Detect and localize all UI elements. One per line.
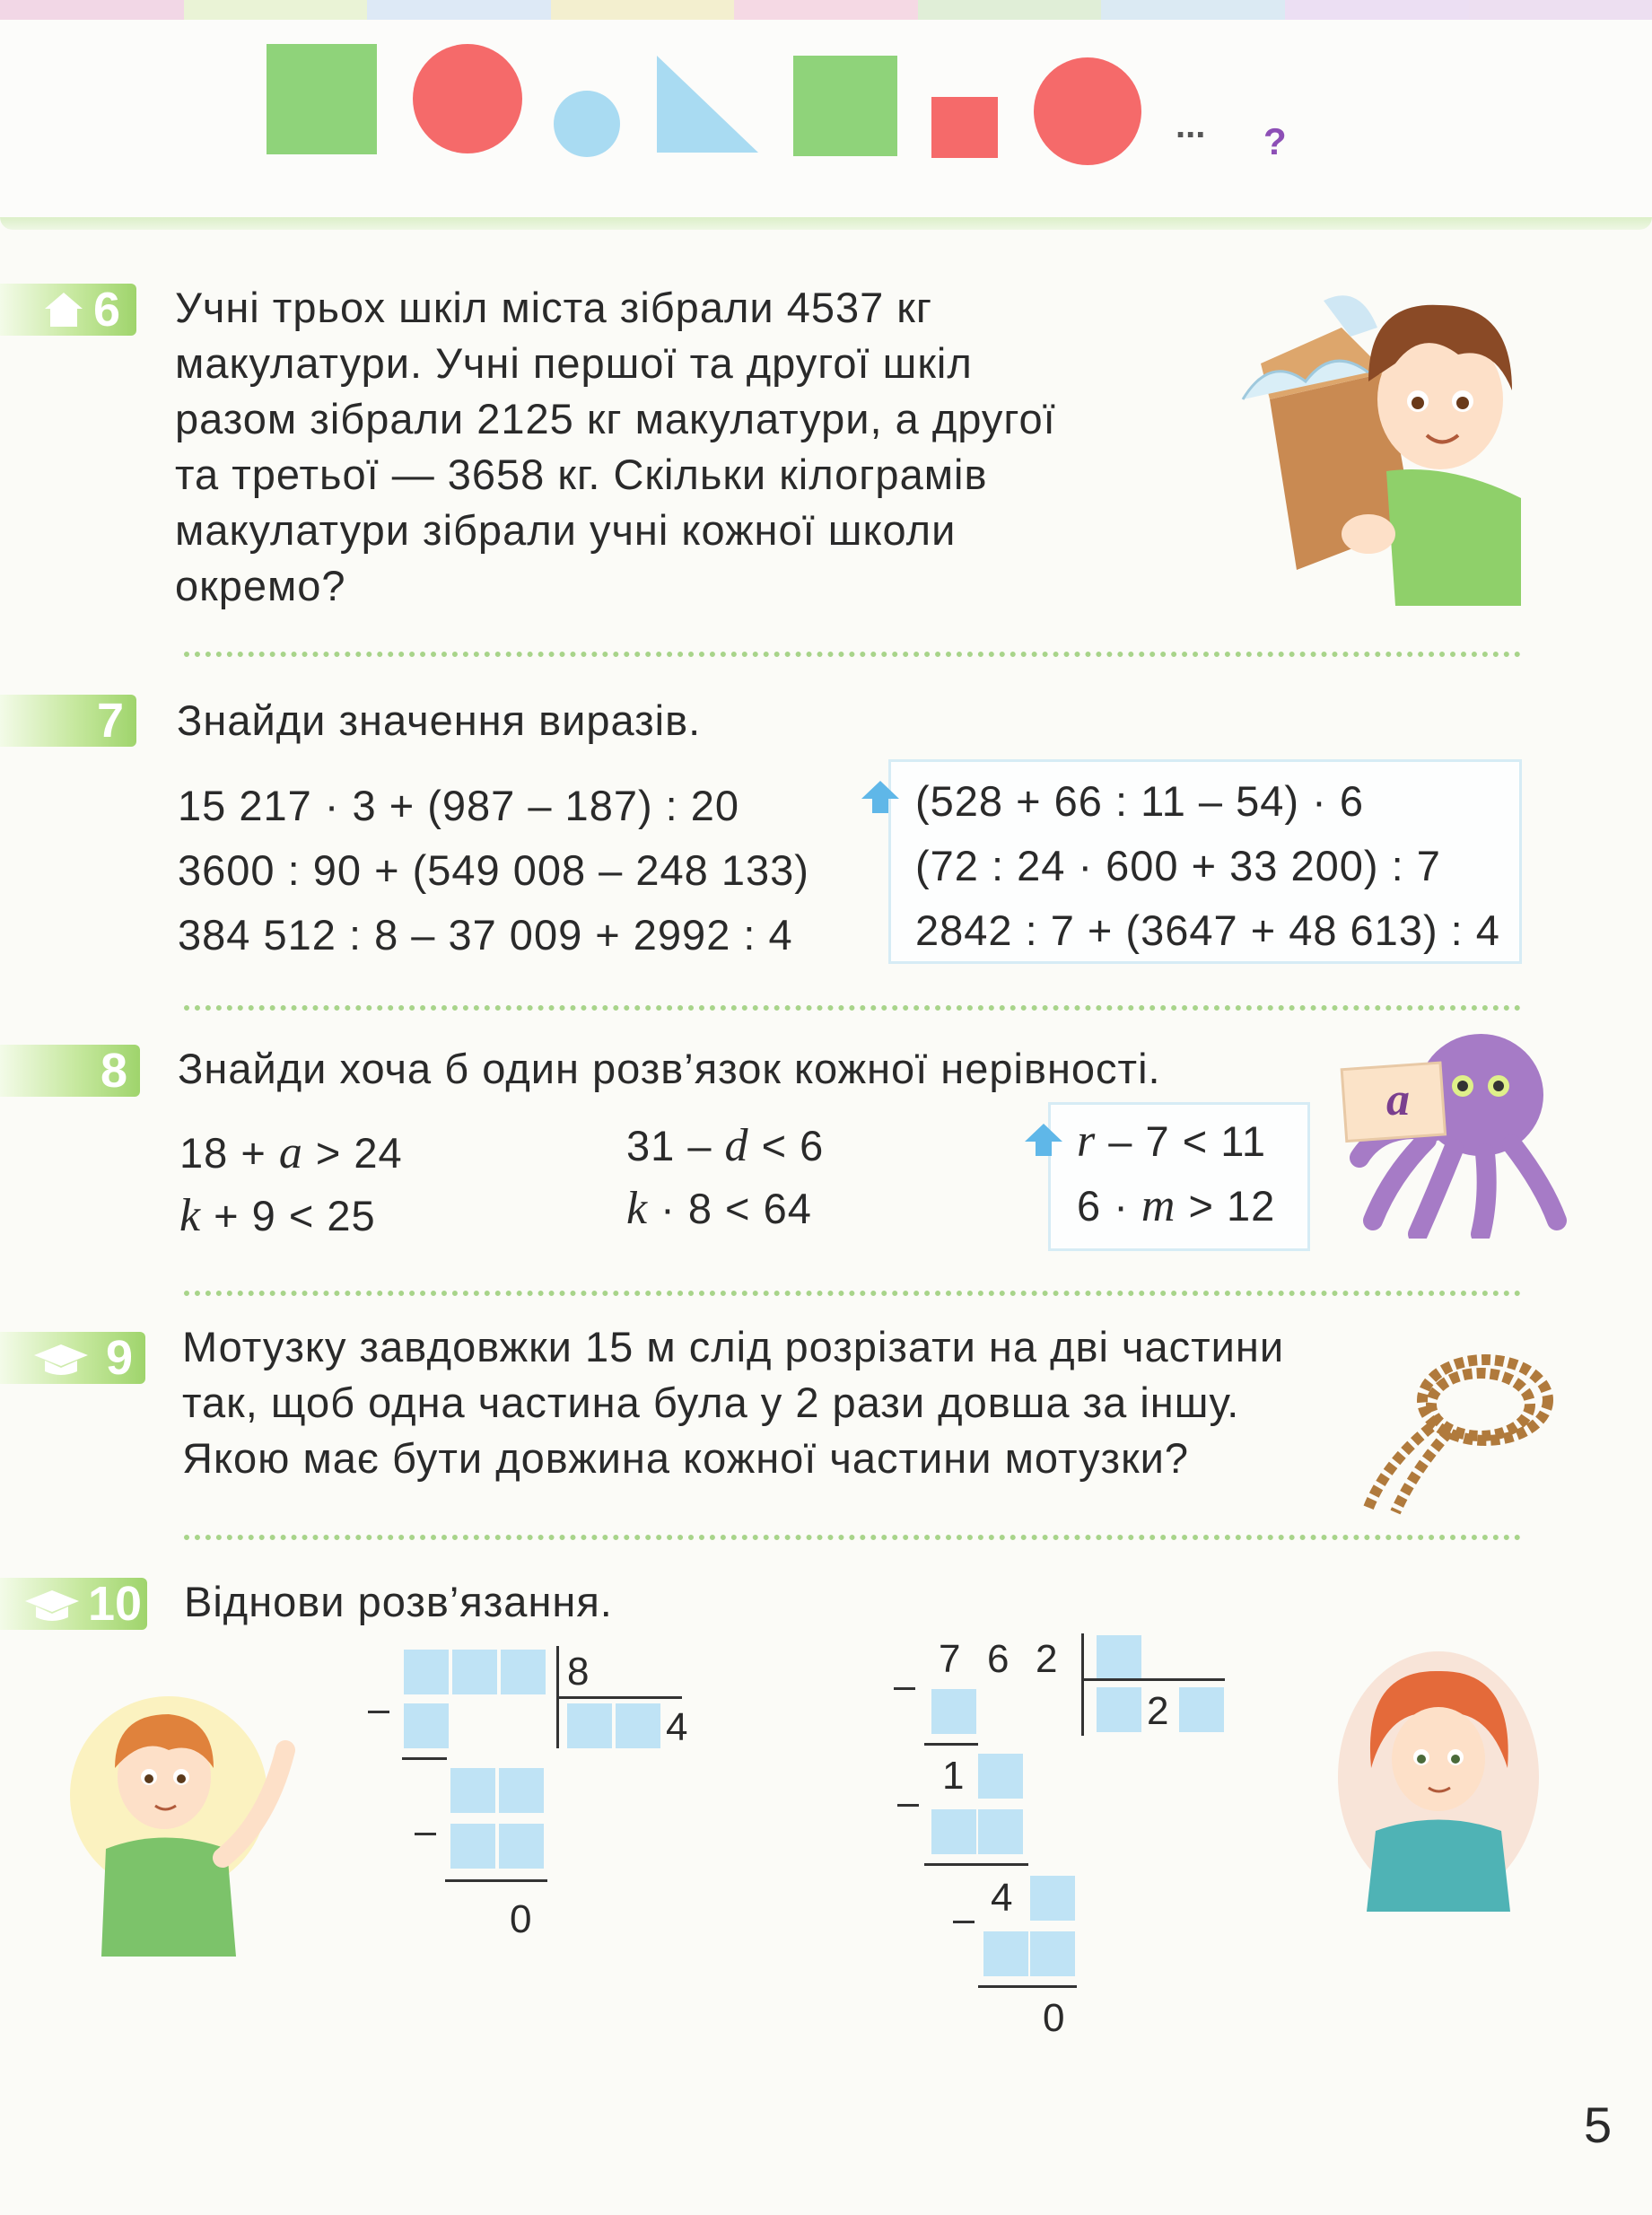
card-letter: a bbox=[1386, 1074, 1410, 1125]
task-9-line: Якою має бути довжина кожної частини мотузки? bbox=[182, 1434, 1190, 1482]
minus-sign bbox=[368, 1711, 389, 1713]
remainder: 0 bbox=[1043, 1996, 1065, 2040]
blank-digit-box bbox=[1097, 1687, 1141, 1732]
task-10-number: 10 bbox=[88, 1577, 143, 1631]
task-6-tag bbox=[0, 284, 136, 336]
intermediate-digit: 4 bbox=[991, 1876, 1013, 1920]
ellipsis: ... bbox=[1176, 106, 1206, 145]
intermediate-digit: 1 bbox=[942, 1754, 965, 1798]
octopus-illustration bbox=[1337, 1023, 1570, 1239]
blue-circle-shape bbox=[554, 91, 620, 157]
task-7-left-expressions bbox=[178, 774, 809, 967]
task-6-line: та третьої — 3658 кг. Скільки кілограмів bbox=[175, 451, 988, 498]
inequality: k · 8 < 64 bbox=[626, 1183, 812, 1234]
task-6-number: 6 bbox=[93, 283, 121, 337]
task-6-text bbox=[175, 280, 1252, 614]
graduation-cap-icon bbox=[23, 1589, 81, 1623]
blank-digit-box bbox=[1179, 1687, 1224, 1732]
blank-digit-box bbox=[450, 1768, 495, 1813]
task-9-text bbox=[182, 1319, 1456, 1486]
subtraction-line bbox=[978, 1985, 1077, 1988]
blank-digit-box bbox=[931, 1809, 976, 1854]
blank-digit-box bbox=[499, 1824, 544, 1869]
boy-pointing-illustration bbox=[70, 1678, 339, 1965]
quotient-digit: 2 bbox=[1147, 1689, 1169, 1733]
red-square-shape bbox=[931, 97, 998, 158]
expression: 384 512 : 8 – 37 009 + 2992 : 4 bbox=[178, 911, 793, 959]
task-6-line: разом зібрали 2125 кг макулатури, а другої bbox=[175, 395, 1056, 442]
color-strip bbox=[0, 0, 1652, 20]
red-circle-shape bbox=[413, 44, 522, 153]
expression: 15 217 · 3 + (987 – 187) : 20 bbox=[178, 782, 740, 829]
house-icon bbox=[43, 291, 84, 328]
expression: 2842 : 7 + (3647 + 48 613) : 4 bbox=[915, 906, 1500, 954]
divisor: 8 bbox=[567, 1650, 590, 1694]
task-8-tag bbox=[0, 1045, 140, 1097]
task-8-column-2 bbox=[626, 1115, 824, 1240]
task-7-number: 7 bbox=[97, 694, 125, 748]
dividend-digit: 7 bbox=[939, 1637, 961, 1681]
task-9-line: Мотузку завдовжки 15 м слід розрізати на дві частини bbox=[182, 1323, 1285, 1370]
task-6-line: макулатури. Учні першої та другої шкіл bbox=[175, 339, 973, 387]
graduation-cap-icon bbox=[32, 1343, 90, 1377]
blank-digit-box bbox=[983, 1931, 1028, 1976]
task-8-prompt: Знайди хоча б один розв’язок кожної нерівності. bbox=[178, 1045, 1161, 1092]
task-7-prompt: Знайди значення виразів. bbox=[177, 696, 702, 744]
subtraction-line bbox=[402, 1757, 447, 1760]
remainder: 0 bbox=[510, 1897, 532, 1941]
green-square-shape bbox=[267, 44, 377, 154]
blank-digit-box bbox=[501, 1650, 546, 1694]
task-10-prompt: Віднови розв’язання. bbox=[184, 1578, 613, 1625]
minus-sign bbox=[953, 1921, 975, 1923]
green-square-shape-2 bbox=[793, 56, 897, 156]
blank-digit-box bbox=[404, 1650, 449, 1694]
header-divider bbox=[0, 217, 1652, 230]
expression: (528 + 66 : 11 – 54) · 6 bbox=[915, 777, 1364, 825]
dividend-digit: 6 bbox=[987, 1637, 1010, 1681]
task-6-line: Учні трьох шкіл міста зібрали 4537 кг bbox=[175, 284, 933, 331]
shape-sequence bbox=[251, 36, 1292, 179]
task-8-number: 8 bbox=[101, 1044, 128, 1098]
separator bbox=[184, 1291, 1521, 1296]
blank-digit-box bbox=[1030, 1876, 1075, 1921]
task-9-tag bbox=[0, 1332, 145, 1384]
subtraction-line bbox=[445, 1879, 547, 1882]
blank-digit-box bbox=[1030, 1931, 1075, 1976]
blank-digit-box bbox=[450, 1824, 495, 1869]
quotient-digit: 4 bbox=[666, 1705, 688, 1749]
task-9-line: так, щоб одна частина була у 2 рази довша за іншу. bbox=[182, 1379, 1240, 1426]
arrow-up-icon bbox=[1023, 1122, 1064, 1158]
task-10-tag bbox=[0, 1578, 147, 1630]
dividend-digit: 2 bbox=[1036, 1637, 1058, 1681]
task-6-line: макулатури зібрали учні кожної школи bbox=[175, 506, 957, 554]
blank-digit-box bbox=[567, 1703, 612, 1748]
inequality: 31 – d < 6 bbox=[626, 1120, 825, 1171]
rope-coil-illustration bbox=[1350, 1328, 1566, 1521]
separator bbox=[184, 1535, 1521, 1540]
expression: 3600 : 90 + (549 008 – 248 133) bbox=[178, 846, 809, 894]
question-mark: ? bbox=[1263, 120, 1287, 162]
boy-with-paper-box-illustration bbox=[1234, 265, 1530, 606]
blank-digit-box bbox=[499, 1768, 544, 1813]
inequality: 6 · m > 12 bbox=[1077, 1180, 1276, 1231]
page-number: 5 bbox=[1584, 2097, 1613, 2153]
separator bbox=[184, 1005, 1521, 1011]
minus-sign bbox=[897, 1804, 919, 1807]
blue-triangle-shape bbox=[657, 56, 758, 153]
blank-digit-box bbox=[1097, 1635, 1141, 1680]
task-6-line: окремо? bbox=[175, 562, 346, 609]
division-bar bbox=[556, 1696, 682, 1699]
task-7-tag bbox=[0, 695, 136, 747]
blank-digit-box bbox=[931, 1689, 976, 1734]
blank-digit-box bbox=[978, 1754, 1023, 1799]
arrow-up-icon bbox=[860, 779, 901, 815]
blank-digit-box bbox=[452, 1650, 497, 1694]
inequality: r – 7 < 11 bbox=[1077, 1116, 1266, 1167]
division-bar bbox=[1081, 1633, 1084, 1736]
expression: (72 : 24 · 600 + 33 200) : 7 bbox=[915, 842, 1441, 889]
task-8-column-3 bbox=[1077, 1109, 1275, 1239]
minus-sign bbox=[894, 1687, 915, 1690]
inequality: 18 + a > 24 bbox=[179, 1127, 403, 1178]
inequality: k + 9 < 25 bbox=[179, 1190, 376, 1241]
red-circle-shape-2 bbox=[1034, 57, 1141, 165]
girl-illustration bbox=[1335, 1651, 1542, 1912]
subtraction-line bbox=[924, 1863, 1028, 1866]
task-8-column-1 bbox=[179, 1122, 403, 1248]
blank-digit-box bbox=[616, 1703, 660, 1748]
separator bbox=[184, 652, 1521, 657]
task-7-right-expressions bbox=[915, 769, 1500, 963]
blank-digit-box bbox=[404, 1703, 449, 1748]
division-bar bbox=[1081, 1678, 1225, 1681]
task-9-number: 9 bbox=[106, 1331, 134, 1385]
minus-sign bbox=[415, 1833, 436, 1835]
blank-digit-box bbox=[978, 1809, 1023, 1854]
subtraction-line bbox=[924, 1743, 978, 1746]
